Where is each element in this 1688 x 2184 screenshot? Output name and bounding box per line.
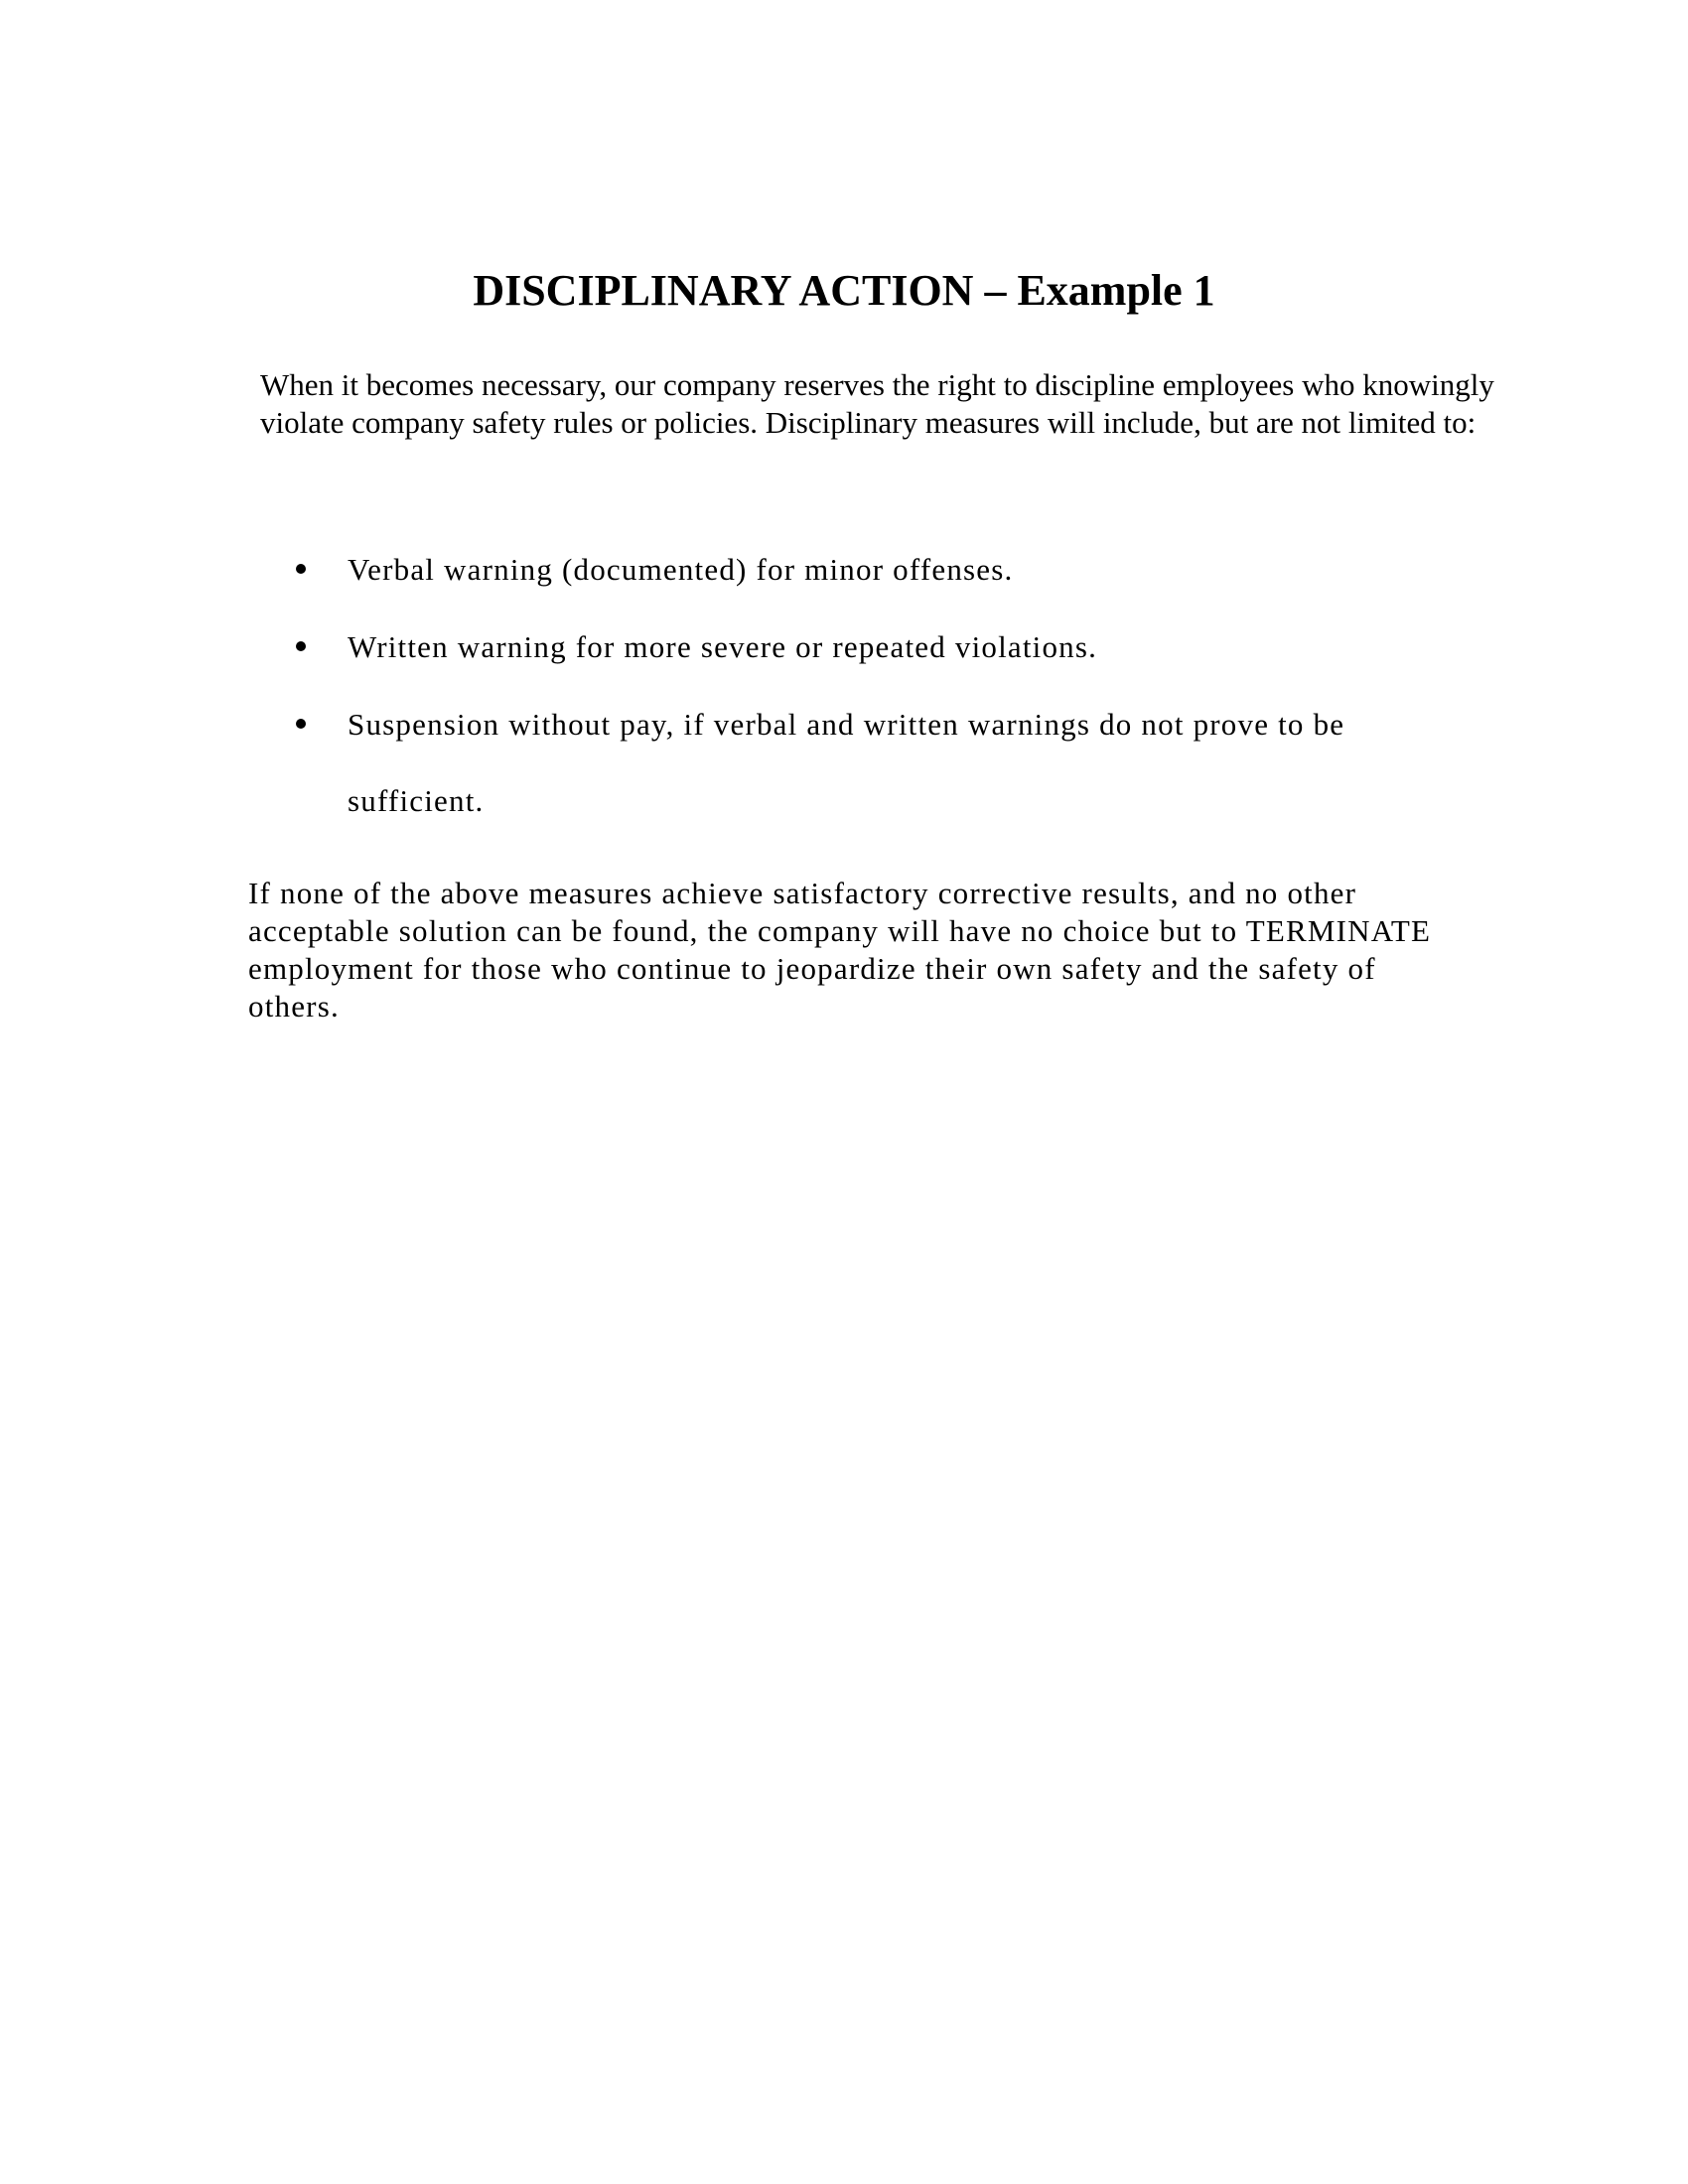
list-item-text: Suspension without pay, if verbal and written warnings do not prove to be sufficient. [348, 707, 1345, 818]
list-item-text: Written warning for more severe or repeated violations. [348, 629, 1098, 664]
page-title: DISCIPLINARY ACTION – Example 1 [473, 266, 1215, 316]
bullet-icon [296, 564, 306, 574]
list-item [260, 609, 1452, 685]
list-item-text: Verbal warning (documented) for minor offenses. [348, 552, 1014, 587]
list-item [260, 531, 1452, 608]
disciplinary-measures-list [260, 531, 1452, 840]
list-item [260, 686, 1452, 839]
bullet-icon [296, 641, 306, 651]
closing-paragraph: If none of the above measures achieve satisfactory corrective results, and no other acceptable solution can be found, the company will have no choice but to TERMINATE employment for those who continue to jeopardize their own safety and the safety of others. [248, 876, 1432, 1024]
intro-paragraph: When it becomes necessary, our company reserves the right to discipline employees who knowingly violate company safety rules or policies. Disciplinary measures will include, but are not limited to: [260, 367, 1494, 440]
bullet-icon [296, 719, 306, 729]
